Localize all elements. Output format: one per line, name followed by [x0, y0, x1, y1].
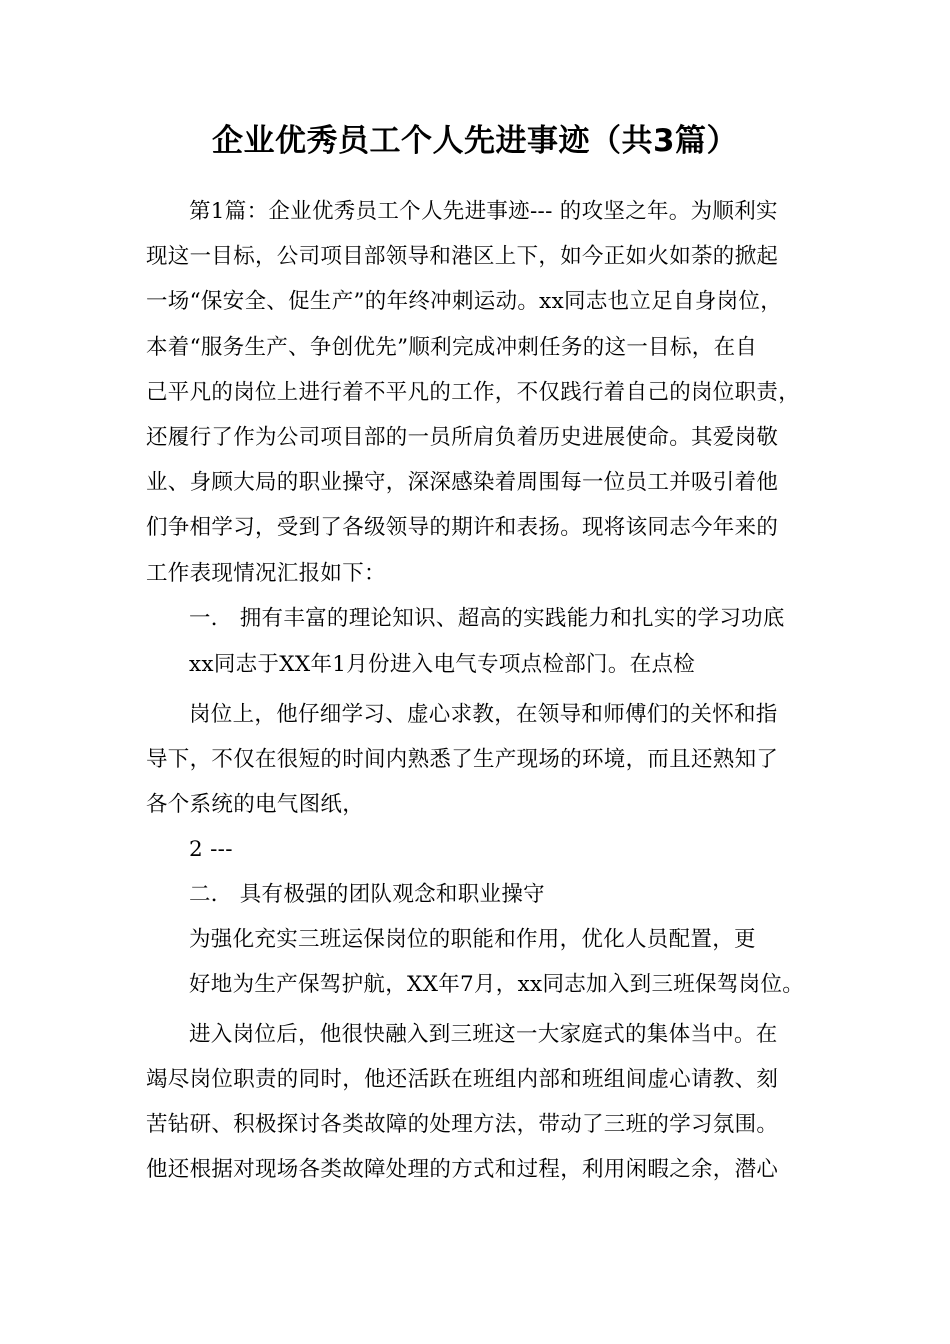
- paragraph-line: 业、身顾大局的职业操守，深深感染着周围每一位员工并吸引着他: [146, 470, 779, 495]
- paragraph-line: 进入岗位后，他很快融入到三班这一大家庭式的集体当中。在: [189, 1022, 778, 1047]
- paragraph-line: xx同志于XX年1月份进入电气专项点检部门。在点检: [189, 652, 696, 677]
- paragraph-line: 工作表现情况汇报如下：: [146, 561, 386, 586]
- section-heading: 一． 拥有丰富的理论知识、超高的实践能力和扎实的学习功底: [189, 606, 785, 631]
- paragraph-line: 现这一目标，公司项目部领导和港区上下，如今正如火如荼的掀起: [146, 244, 779, 269]
- paragraph-line: 竭尽岗位职责的同时，他还活跃在班组内部和班组间虚心请教、刻: [146, 1067, 779, 1092]
- paragraph-line: 他还根据对现场各类故障处理的方式和过程，利用闲暇之余，潜心: [146, 1157, 779, 1182]
- paragraph-line: 岗位上，他仔细学习、虚心求教，在领导和师傅们的关怀和指: [189, 702, 778, 727]
- paragraph-line: 本着“服务生产、争创优先”顺利完成冲刺任务的这一目标，在自: [146, 335, 758, 360]
- paragraph-line: 一场“保安全、促生产”的年终冲刺运动。xx同志也立足自身岗位，: [146, 289, 783, 314]
- paragraph-line: 各个系统的电气图纸，: [146, 792, 365, 817]
- page-marker: 2 ---: [189, 837, 233, 862]
- paragraph-line: 导下，不仅在很短的时间内熟悉了生产现场的环境，而且还熟知了: [146, 747, 779, 772]
- paragraph-line: 苦钻研、积极探讨各类故障的处理方法，带动了三班的学习氛围。: [146, 1112, 779, 1137]
- paragraph-line: 还履行了作为公司项目部的一员所肩负着历史进展使命。其爱岗敬: [146, 425, 779, 450]
- paragraph-line: 第1篇：企业优秀员工个人先进事迹--- 的攻坚之年。为顺利实: [189, 199, 778, 224]
- paragraph-line: 为强化充实三班运保岗位的职能和作用，优化人员配置，更: [189, 927, 756, 952]
- document-title: 企业优秀员工个人先进事迹（共3篇）: [211, 123, 739, 159]
- paragraph-line: 们争相学习，受到了各级领导的期许和表扬。现将该同志今年来的: [146, 515, 779, 540]
- section-heading: 二． 具有极强的团队观念和职业操守: [189, 882, 545, 907]
- paragraph-line: 好地为生产保驾护航，XX年7月，xx同志加入到三班保驾岗位。: [189, 972, 805, 997]
- paragraph-line: 己平凡的岗位上进行着不平凡的工作，不仅践行着自己的岗位职责，: [146, 380, 801, 405]
